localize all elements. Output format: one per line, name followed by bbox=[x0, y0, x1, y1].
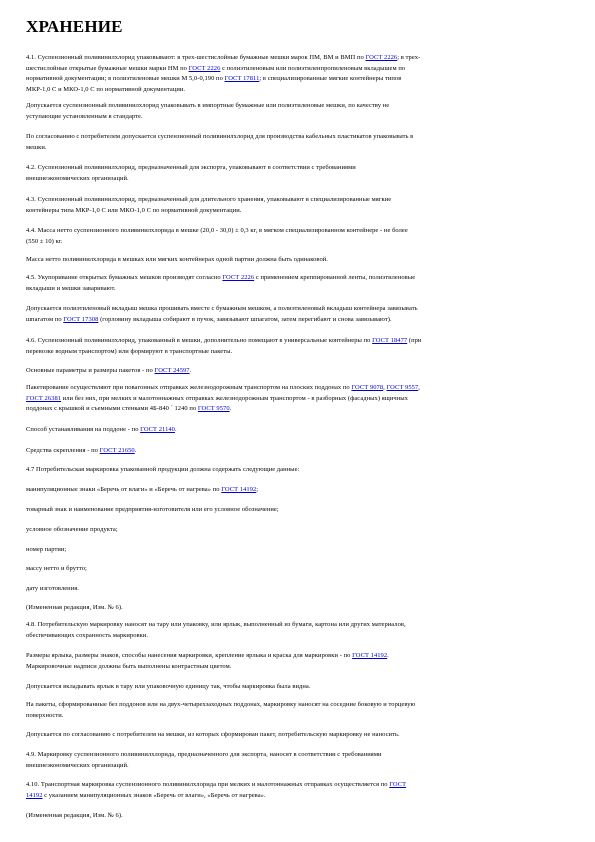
gost-link[interactable]: 14192 bbox=[26, 791, 43, 799]
text-line bbox=[26, 112, 571, 123]
text-line bbox=[26, 101, 571, 112]
text-line bbox=[26, 620, 571, 631]
text-line bbox=[26, 174, 571, 185]
text-segment: обеспечивающих сохранность маркировки. bbox=[26, 631, 149, 639]
text-segment: поверхности. bbox=[26, 711, 64, 719]
paragraph bbox=[26, 811, 571, 822]
text-segment: ; в трех- bbox=[397, 54, 421, 61]
text-line bbox=[26, 631, 571, 642]
text-segment: Основные параметры и размеры пакетов - по bbox=[26, 367, 155, 374]
paragraph bbox=[26, 780, 571, 801]
text-segment: . bbox=[174, 426, 177, 433]
text-segment: (при bbox=[407, 337, 422, 344]
text-segment: Допускается полиэтиленовый вкладыш мешка прошивать вместе с бумажным мешком, а полиэтиленовый вкладыш контейнера завязывать bbox=[26, 305, 418, 312]
text-segment: На пакеты, сформированные без поддонов или на двух-четырехзаходных поддонах, маркировку наносят на соседние боковую и торцевую bbox=[26, 701, 416, 708]
gost-link[interactable]: ГОСТ 21140 bbox=[140, 426, 175, 433]
text-segment: 4.7 Потребительская маркировка упакованной продукции должна содержать следующие данные: bbox=[26, 466, 300, 473]
text-line bbox=[26, 711, 571, 722]
text-line bbox=[26, 525, 571, 536]
text-segment: или без них, при мелких и малотоннажных отправках железнодорожным транспортом - в разборных (фасадных) ящичных bbox=[61, 394, 408, 402]
text-line bbox=[26, 465, 571, 476]
text-line bbox=[26, 85, 571, 96]
paragraph bbox=[26, 195, 571, 216]
text-segment: 4.1. Суспензионный поливинилхлорид упаковывают: в трех-шестислойные бумажные мешки марок ПМ, ВМ и ВМП по bbox=[26, 54, 366, 61]
text-line bbox=[26, 284, 571, 295]
paragraph bbox=[26, 485, 571, 496]
text-line bbox=[26, 74, 571, 85]
text-segment: , bbox=[383, 384, 387, 391]
paragraph bbox=[26, 383, 571, 415]
text-line bbox=[26, 195, 571, 206]
gost-link[interactable]: ГОСТ 14192 bbox=[352, 652, 388, 659]
text-segment: внешнеэкономических организаций. bbox=[26, 174, 129, 182]
text-segment: 4.4. Масса нетто суспензионного поливинилхлорида в мешке (20,0 - 30,0) ± 0,3 кг, в мягком специализированном контейнере - не более bbox=[26, 227, 408, 234]
text-segment: 4.3. Суспензионный поливинилхлорид, предназначенный для длительного хранения, упаковывают в специализированные мягкие bbox=[26, 196, 392, 203]
text-segment: Способ устанавливания на поддоне - по bbox=[26, 426, 141, 433]
gost-link[interactable]: ГОСТ 14192 bbox=[221, 486, 257, 493]
text-segment: шпагатом по bbox=[26, 315, 64, 323]
text-line bbox=[26, 682, 571, 693]
text-segment: 4.8. Потребительскую маркировку наносят на тару или упаковку, или ярлык, выполненный из бумаги, картона или других материалов, bbox=[26, 621, 406, 628]
text-segment: нормативной документации; в полиэтиленовые мешки М 5,0-0,190 по bbox=[26, 75, 225, 82]
text-segment: внешнеэкономических организаций. bbox=[26, 761, 129, 769]
paragraph bbox=[26, 750, 571, 771]
text-line bbox=[26, 564, 571, 575]
text-segment: (Измененная редакция, Изм. № 6). bbox=[26, 604, 123, 611]
gost-link[interactable]: ГОСТ 18477 bbox=[372, 337, 408, 344]
text-line bbox=[26, 304, 571, 315]
paragraph bbox=[26, 465, 571, 476]
page-title: ХРАНЕНИЕ bbox=[26, 17, 123, 36]
text-line bbox=[26, 394, 571, 405]
text-line bbox=[26, 446, 571, 457]
text-line bbox=[26, 206, 571, 217]
paragraph bbox=[26, 226, 571, 247]
text-line bbox=[26, 273, 571, 284]
text-line bbox=[26, 336, 571, 347]
text-segment: , bbox=[418, 384, 420, 391]
text-line bbox=[26, 425, 571, 436]
text-segment: (550 ± 10) кг. bbox=[26, 237, 63, 245]
paragraph bbox=[26, 545, 571, 556]
text-segment: Средства скрепления - по bbox=[26, 447, 100, 454]
paragraph bbox=[26, 682, 571, 693]
text-line bbox=[26, 761, 571, 772]
text-segment: мешки. bbox=[26, 143, 47, 151]
text-line bbox=[26, 700, 571, 711]
text-line bbox=[26, 750, 571, 761]
text-line bbox=[26, 584, 571, 595]
text-line bbox=[26, 811, 571, 822]
gost-link[interactable]: ГОСТ 2226 bbox=[188, 64, 221, 72]
gost-link[interactable]: ГОСТ 21650 bbox=[99, 447, 135, 454]
text-segment: уступающие установленным в стандарте. bbox=[26, 112, 143, 120]
gost-link[interactable]: ГОСТ 2226 bbox=[222, 274, 255, 281]
text-segment: контейнеры типа МКР-1,0 С или МКО-1,0 С по нормативной документации. bbox=[26, 206, 242, 214]
paragraph bbox=[26, 255, 571, 266]
text-segment: . bbox=[387, 652, 389, 659]
paragraph bbox=[26, 584, 571, 595]
text-segment: с полиэтиленовым или полиэтиленпропиленовым вкладышем по bbox=[220, 64, 406, 72]
text-segment: . bbox=[134, 447, 137, 454]
text-segment: шестислойные открытые бумажные мешки марки НМ по bbox=[26, 64, 189, 72]
paragraph bbox=[26, 425, 571, 436]
text-line bbox=[26, 505, 571, 516]
text-segment: вкладыши и мешки заваривают. bbox=[26, 284, 116, 292]
text-segment: массу нетто и брутто; bbox=[26, 565, 87, 572]
text-segment: Допускается суспензионный поливинилхлорид упаковывать в импортные бумажные или полиэтиленовые мешки, по качеству не bbox=[26, 102, 390, 109]
text-segment: Размеры ярлыка, размеры знаков, способы нанесения маркировки, крепление ярлыка и краска для маркировки - по bbox=[26, 652, 353, 659]
paragraph bbox=[26, 304, 571, 325]
text-segment: ; bbox=[256, 486, 259, 493]
text-line bbox=[26, 143, 571, 154]
text-segment: По согласованию с потребителем допускается суспензионный поливинилхлорид для производства кабельных пластикатов упаковывать в bbox=[26, 133, 414, 140]
paragraph bbox=[26, 163, 571, 184]
gost-link[interactable]: ГОСТ 17811 bbox=[224, 75, 260, 82]
gost-link[interactable]: ГОСТ bbox=[389, 781, 407, 788]
text-segment: (Измененная редакция, Изм. № 6). bbox=[26, 812, 123, 819]
paragraph bbox=[26, 273, 571, 294]
paragraph bbox=[26, 730, 571, 741]
paragraph bbox=[26, 101, 571, 122]
text-line bbox=[26, 237, 571, 248]
gost-link[interactable]: ГОСТ 9557 bbox=[386, 384, 419, 391]
text-segment: 4.2. Суспензионный поливинилхлорид, предназначенный для экспорта, упаковывают в соответствии с требованиями bbox=[26, 164, 356, 171]
text-line bbox=[26, 730, 571, 741]
paragraph bbox=[26, 525, 571, 536]
text-line bbox=[26, 404, 571, 415]
paragraph bbox=[26, 620, 571, 641]
text-line bbox=[26, 383, 571, 394]
paragraph bbox=[26, 446, 571, 457]
paragraph bbox=[26, 564, 571, 575]
text-segment: Допускается по согласованию с потребителем на мешки, из которых сформирован пакет, потребительскую маркировку не наносить. bbox=[26, 731, 400, 738]
text-line bbox=[26, 662, 571, 673]
gost-link[interactable]: ГОСТ 9570 bbox=[197, 405, 230, 412]
text-segment: с применением креппированной ленты, полиэтиленовые bbox=[254, 274, 416, 281]
text-line bbox=[26, 485, 571, 496]
text-segment: Допускается вкладывать ярлык в тару или упаковочную единицу так, чтобы маркировка была видна. bbox=[26, 683, 311, 690]
text-line bbox=[26, 226, 571, 237]
text-segment: Пакетирование осуществляют при повагонных отправках железнодорожным транспортом на плоских поддонах по bbox=[26, 384, 352, 391]
text-segment: товарный знак и наименование предприятия-изготовителя или его условное обозначение; bbox=[26, 506, 279, 513]
text-segment: 4.5. Укупоривание открытых бумажных мешков производят согласно bbox=[26, 274, 223, 281]
text-segment: с указанием манипуляционных знаков «Беречь от влаги», «Беречь от нагрева». bbox=[42, 791, 266, 799]
text-line bbox=[26, 53, 571, 64]
text-segment: ; в специализированные мягкие контейнеры типов bbox=[259, 75, 402, 82]
gost-link[interactable]: ГОСТ 2226 bbox=[365, 54, 398, 61]
paragraph bbox=[26, 366, 571, 377]
text-segment: номер партии; bbox=[26, 546, 67, 553]
text-segment: Маркировочные надписи должны быть выполнены контрастным цветом. bbox=[26, 662, 232, 670]
text-line bbox=[26, 545, 571, 556]
text-line bbox=[26, 366, 571, 377]
text-segment: 4.6. Суспензионный поливинилхлорид, упакованный в мешки, дополнительно помещают в универсальные контейнеры по bbox=[26, 337, 373, 344]
text-segment: 4.9. Маркировку суспензионного поливинилхлорида, предназначенного для экспорта, наносят в соответствии с требованиями bbox=[26, 751, 382, 758]
paragraph bbox=[26, 336, 571, 357]
text-segment: (горловину вкладыша собирают в пучок, завязывают шпагатом, затем перегибают и снова завязывают). bbox=[98, 315, 392, 323]
gost-link[interactable]: ГОСТ 17308 bbox=[63, 315, 99, 323]
text-line bbox=[26, 132, 571, 143]
text-line bbox=[26, 347, 571, 358]
text-segment: . bbox=[229, 405, 232, 412]
paragraph bbox=[26, 132, 571, 153]
text-line bbox=[26, 64, 571, 75]
text-segment: Масса нетто поливинилхлорида в мешках или мягких контейнерах одной партии должна быть одинаковой. bbox=[26, 256, 328, 263]
text-segment: дату изготовления. bbox=[26, 585, 79, 592]
text-segment: МКР-1,0 С и МКО-1,0 С по нормативной документации. bbox=[26, 85, 186, 93]
paragraph bbox=[26, 651, 571, 672]
gost-link[interactable]: ГОСТ 9078 bbox=[351, 384, 384, 391]
text-line bbox=[26, 791, 571, 802]
text-line bbox=[26, 315, 571, 326]
text-line bbox=[26, 603, 571, 614]
text-line bbox=[26, 780, 571, 791]
text-segment: перевозке водным транспортом) или формируют в транспортные пакеты. bbox=[26, 347, 233, 355]
paragraph bbox=[26, 53, 571, 95]
text-line bbox=[26, 255, 571, 266]
gost-link[interactable]: ГОСТ 24597 bbox=[154, 367, 190, 374]
text-segment: поддонах с крышкой и съемными стенками 4Б-840 ´ 1240 по bbox=[26, 405, 198, 412]
text-segment: манипуляционные знаки «Беречь от влаги» и «Беречь от нагрева» по bbox=[26, 486, 222, 493]
text-segment: условное обозначение продукта; bbox=[26, 526, 118, 533]
paragraph bbox=[26, 603, 571, 614]
gost-link[interactable]: ГОСТ 26381 bbox=[26, 394, 62, 402]
text-line bbox=[26, 651, 571, 662]
paragraph bbox=[26, 700, 571, 721]
text-line bbox=[26, 163, 571, 174]
paragraph bbox=[26, 505, 571, 516]
text-segment: 4.10. Транспортная маркировка суспензионного поливинилхлорида при мелких и малотоннажных отправках осуществляется по bbox=[26, 781, 390, 788]
text-segment: . bbox=[189, 367, 192, 374]
